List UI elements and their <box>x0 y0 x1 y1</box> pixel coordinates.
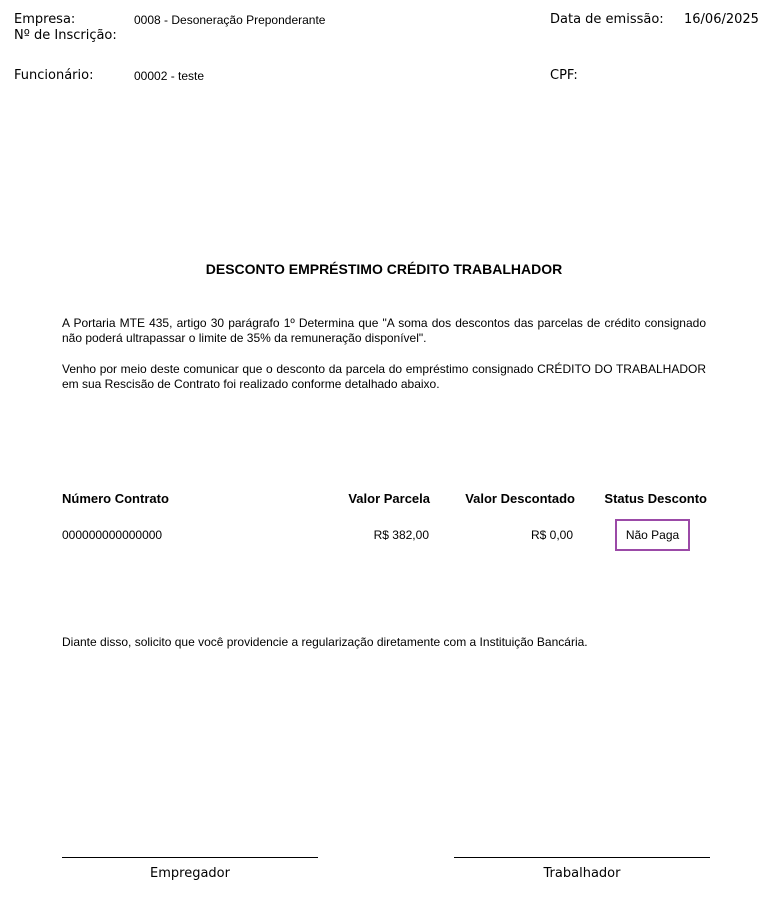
empresa-value: 0008 - Desoneração Preponderante <box>134 13 326 27</box>
paragraph-portaria: A Portaria MTE 435, artigo 30 parágrafo 1º Determina que "A soma dos descontos das parcelas de crédito consignado não poderá ultrapassar o limite de 35% da remuneração disponível". <box>62 316 706 345</box>
col-header-numero-contrato: Número Contrato <box>62 491 169 506</box>
signature-line-empregador <box>62 857 318 858</box>
document-title: DESCONTO EMPRÉSTIMO CRÉDITO TRABALHADOR <box>205 261 563 277</box>
col-header-status-desconto: Status Desconto <box>604 491 707 506</box>
col-header-valor-descontado: Valor Descontado <box>465 491 575 506</box>
cell-numero-contrato: 000000000000000 <box>62 528 163 542</box>
cell-valor-descontado: R$ 0,00 <box>530 528 573 542</box>
signature-line-trabalhador <box>454 857 710 858</box>
empresa-label: Empresa: <box>14 12 76 27</box>
cell-valor-parcela: R$ 382,00 <box>373 528 429 542</box>
paragraph-comunicado: Venho por meio deste comunicar que o desconto da parcela do empréstimo consignado CRÉDITO DO TRABALHADOR em sua Rescisão de Contrato foi realizado conforme detalhado abaixo. <box>62 362 706 391</box>
signature-label-empregador: Empregador <box>150 866 230 881</box>
cell-status-desconto: Não Paga <box>625 528 680 542</box>
data-emissao-value: 16/06/2025 <box>684 12 759 27</box>
paragraph-closing: Diante disso, solicito que você providencie a regularização diretamente com a Instituição Bancária. <box>62 635 588 649</box>
inscricao-label: Nº de Inscrição: <box>14 28 117 43</box>
col-header-valor-parcela: Valor Parcela <box>348 491 430 506</box>
cpf-label: CPF: <box>550 68 578 83</box>
signature-label-trabalhador: Trabalhador <box>543 866 621 881</box>
data-emissao-label: Data de emissão: <box>550 12 664 27</box>
funcionario-value: 00002 - teste <box>134 69 205 83</box>
status-badge <box>615 519 690 551</box>
funcionario-label: Funcionário: <box>14 68 94 83</box>
